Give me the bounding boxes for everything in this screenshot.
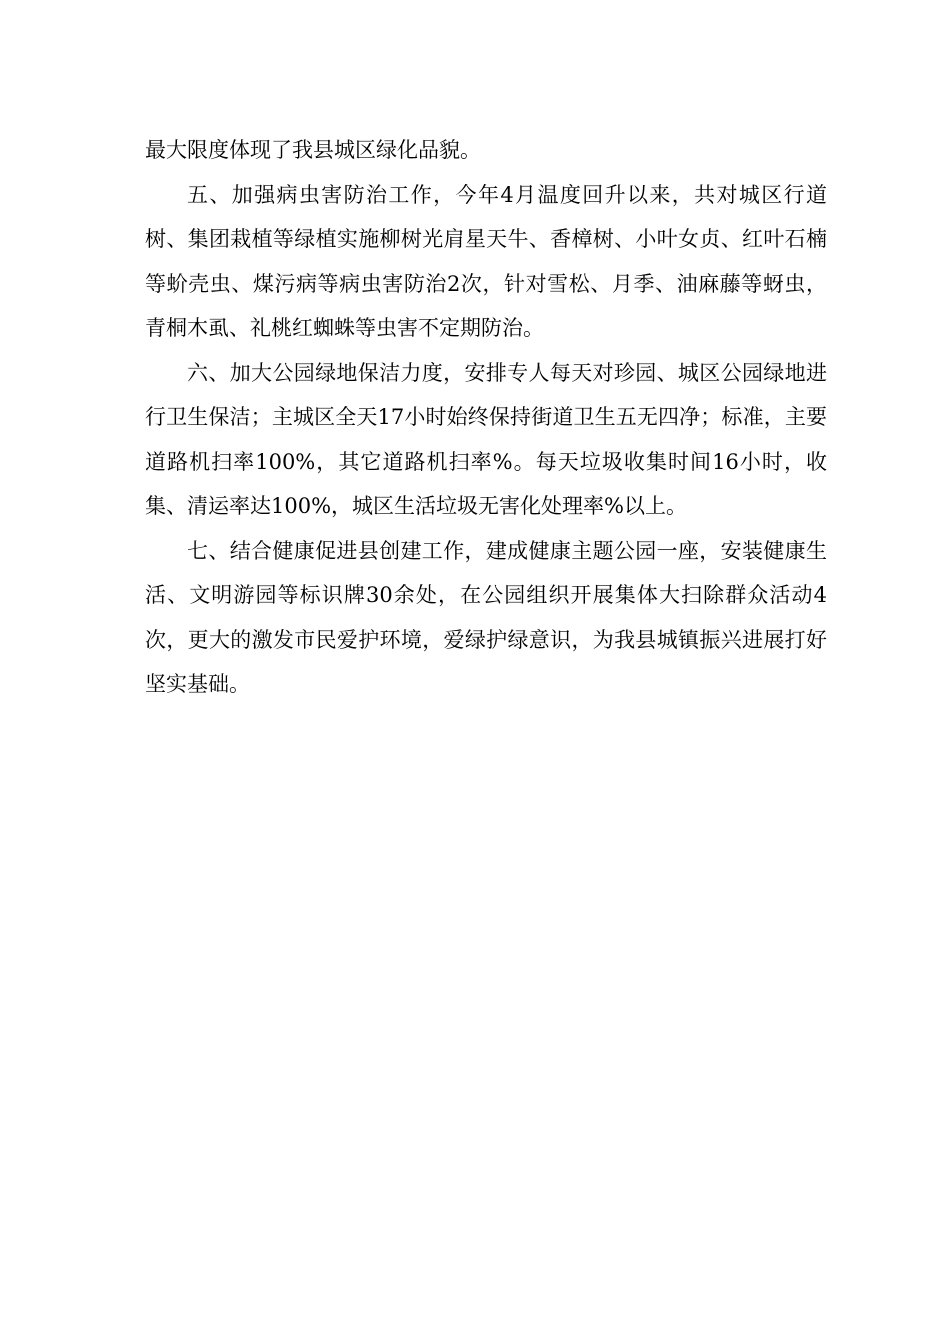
paragraph-continuation: 最大限度体现了我县城区绿化品貌。 [145, 138, 481, 162]
paragraph-health-park: 七、结合健康促进县创建工作，建成健康主题公园一座，安装健康生活、文明游园等标识牌30余处，在公园组织开展集体大扫除群众活动4次，更大的激发市民爱护环境，爱绿护绿意识，为我县城镇振兴进展打好坚实基础。 [145, 538, 827, 696]
paragraph-pest-control: 五、加强病虫害防治工作，今年4月温度回升以来，共对城区行道树、集团栽植等绿植实施柳树光肩星天牛、香樟树、小叶女贞、红叶石楠等蚧壳虫、煤污病等病虫害防治2次，针对雪松、月季、油麻藤等蚜虫，青桐木虱、礼桃红蜘蛛等虫害不定期防治。 [145, 182, 827, 340]
document-body [145, 128, 827, 707]
paragraph-park-cleaning: 六、加大公园绿地保洁力度，安排专人每天对珍园、城区公园绿地进行卫生保洁；主城区全天17小时始终保持街道卫生五无四净；标准，主要道路机扫率100%，其它道路机扫率%。每天垃圾收集时间16小时，收集、清运率达100%，城区生活垃圾无害化处理率%以上。 [145, 360, 827, 518]
